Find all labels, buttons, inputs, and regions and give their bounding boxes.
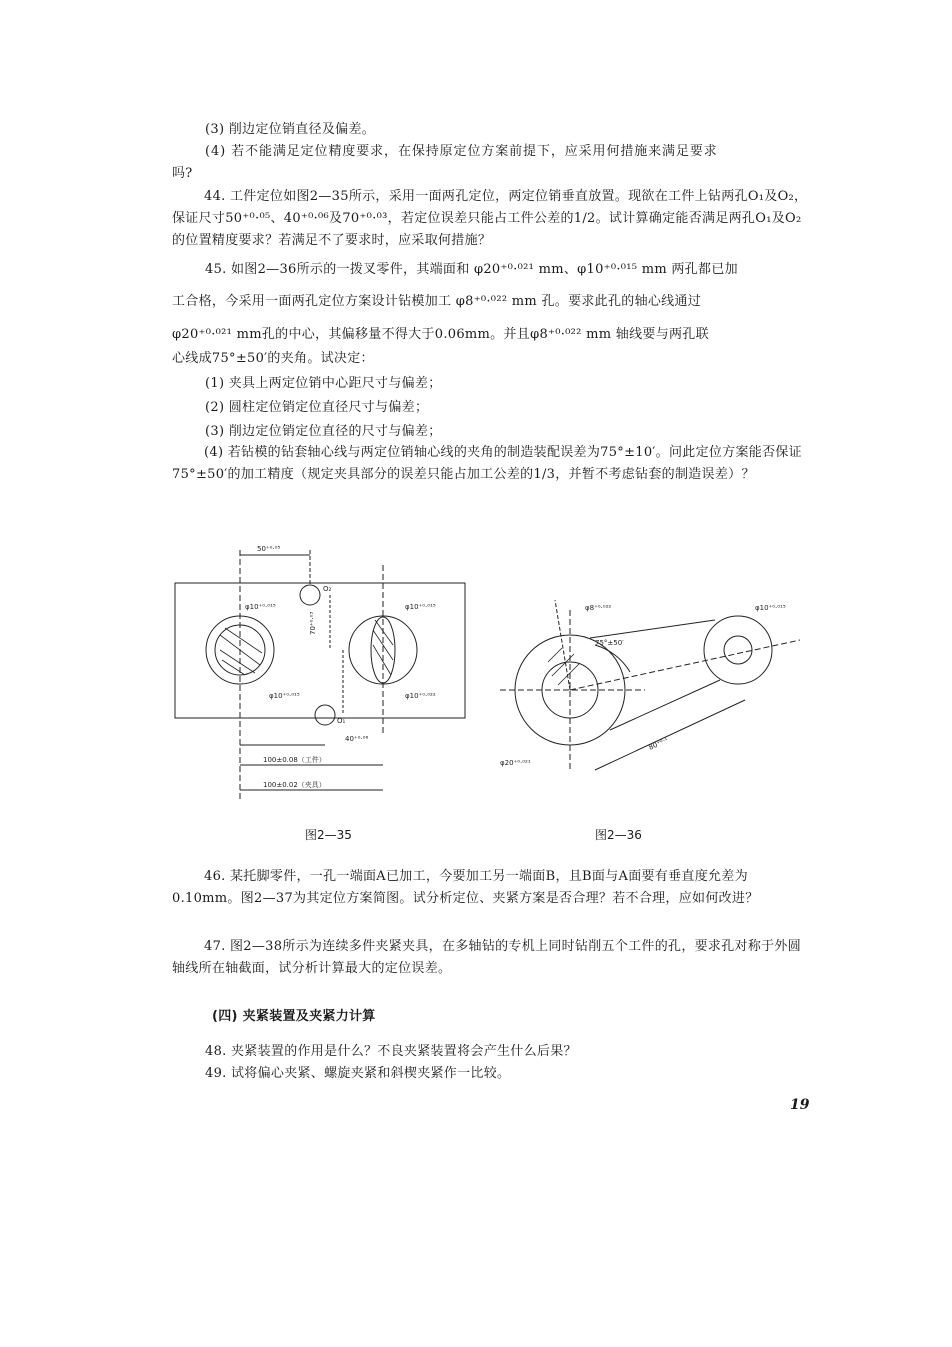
question-45-line1: 45. 如图2—36所示的一拨叉零件，其端面和 φ20⁺⁰·⁰²¹ mm、φ10⁺⁰·⁰¹⁵ mm 两孔都已加 <box>205 262 738 277</box>
q43-item3: (3) 削边定位销直径及偏差。 <box>205 122 376 137</box>
label-d-left-bot: φ10⁺⁰·⁰¹⁵ <box>269 692 300 700</box>
page-number: 19 <box>790 1097 810 1113</box>
question-46: 46. 某托脚零件，一孔一端面A已加工，今要加工另一端面B，且B面与A面要有垂直度允差为0.10mm。图2—37为其定位方案简图。试分析定位、夹紧方案是否合理？若不合理，应如何改进？ <box>172 869 759 906</box>
label-d8: φ8⁺⁰·⁰²² <box>585 604 612 612</box>
question-45-item3: (3) 削边定位销定位直径的尺寸与偏差； <box>205 424 442 439</box>
question-45-line3: φ20⁺⁰·⁰²¹ mm孔的中心，其偏移量不得大于0.06mm。并且φ8⁺⁰·⁰²² mm 轴线要与两孔联 <box>172 327 709 342</box>
hole-d10 <box>724 636 752 664</box>
hole-o1 <box>315 705 335 725</box>
q43-item4: (4) 若不能满足定位精度要求，在保持原定位方案前提下，应采用何措施来满足要求 <box>205 144 718 159</box>
hole-o2 <box>300 585 320 605</box>
label-d20: φ20⁺⁰·⁰²¹ <box>500 759 531 767</box>
label-dim100-workpiece: 100±0.08（工件） <box>263 756 326 764</box>
arm-edge-top <box>590 620 715 638</box>
label-dim50: 50⁺⁰·⁰⁵ <box>257 545 281 553</box>
label-d-left-top: φ10⁺⁰·⁰¹⁵ <box>245 603 276 611</box>
section-heading-4: (四) 夹紧装置及夹紧力计算 <box>212 1009 376 1024</box>
question-45-line4: 心线成75°±50′的夹角。试决定： <box>172 351 374 366</box>
question-47: 47. 图2—38所示为连续多件夹紧夹具，在多轴钻的专机上同时钻削五个工件的孔，要求孔对称于外圆轴线所在轴截面，试分析计算最大的定位误差。 <box>172 939 802 976</box>
small-boss <box>704 616 772 684</box>
question-45-item2: (2) 圆柱定位销定位直径尺寸与偏差； <box>205 400 429 415</box>
question-44: 44. 工件定位如图2—35所示，采用一面两孔定位，两定位销垂直放置。现欲在工件上钻两孔O₁及O₂，保证尺寸50⁺⁰·⁰⁵、40⁺⁰·⁰⁶及70⁺⁰·⁰³，若定位误差只能占工件公差的1/2。试计算确定能否满足两孔O₁及O₂的位置精度要求？若满足不了要求时，应采取何措施？ <box>172 189 808 248</box>
question-45-item1: (1) 夹具上两定位销中心距尺寸与偏差； <box>205 376 442 391</box>
figure-2-36 <box>500 590 830 790</box>
question-45-item4: (4) 若钻模的钻套轴心线与两定位销轴心线的夹角的制造装配误差为75°±10′。问此定位方案能否保证75°±50′的加工精度（规定夹具部分的误差只能占加工公差的1/3，并暂不考虑钻套的制造误差）？ <box>172 445 802 482</box>
question-45-line2: 工合格，今采用一面两孔定位方案设计钻模加工 φ8⁺⁰·⁰²² mm 孔。要求此孔的轴心线通过 <box>172 294 702 309</box>
question-49: 49. 试将偏心夹紧、螺旋夹紧和斜楔夹紧作一比较。 <box>205 1066 511 1081</box>
label-dim80: 80⁺⁰·¹ <box>647 735 670 752</box>
label-d-right-bot: φ10⁺⁰·⁰²² <box>405 692 436 700</box>
label-dim70: 70⁺⁰·⁰³ <box>309 611 317 635</box>
label-angle: 75°±50′ <box>595 639 624 647</box>
figure-2-35 <box>165 535 475 815</box>
label-o1: O₁ <box>337 717 346 725</box>
caption-fig-2-35: 图2—35 <box>305 828 352 842</box>
label-dim100-fixture: 100±0.02（夹具） <box>263 781 326 789</box>
label-d10: φ10⁺⁰·⁰¹⁵ <box>755 604 786 612</box>
question-48: 48. 夹紧装置的作用是什么？不良夹紧装置将会产生什么后果？ <box>205 1044 577 1059</box>
caption-fig-2-36: 图2—36 <box>595 828 642 842</box>
label-d-right-top: φ10⁺⁰·⁰¹⁵ <box>405 603 436 611</box>
label-o2: O₂ <box>323 585 332 593</box>
arm-edge-bottom <box>610 680 720 730</box>
label-dim40: 40⁺⁰·⁰⁶ <box>345 735 369 743</box>
q43-item4-cont: 吗? <box>172 166 193 181</box>
